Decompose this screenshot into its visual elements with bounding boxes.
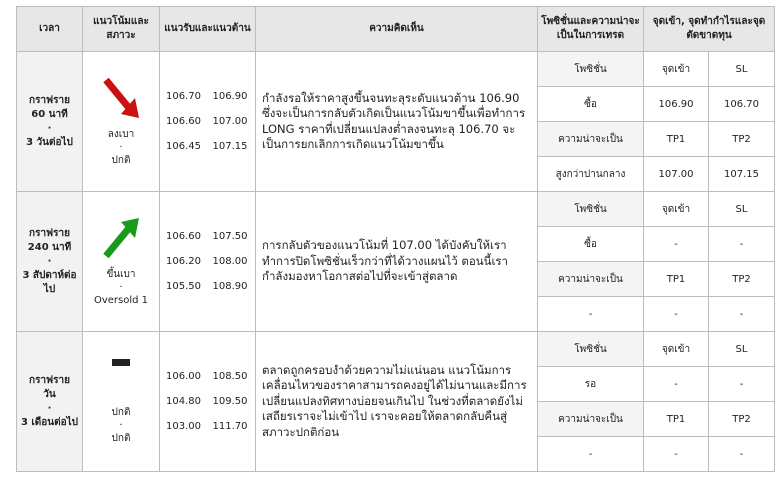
level-row: 106.60 107.50: [166, 230, 248, 242]
state-label: ปกติ: [111, 155, 131, 166]
header-position: โพซิชั่นและความน่าจะเป็นในการเทรด: [538, 7, 644, 52]
entry-value: -: [644, 367, 709, 402]
trend-cell: [83, 52, 160, 192]
position-value: ซื้อ: [538, 87, 644, 122]
trend-sep: ·: [119, 282, 123, 293]
period-sep: ·: [47, 122, 52, 134]
entry-value: -: [644, 227, 709, 262]
sl-label: SL: [709, 52, 775, 87]
tp1-label: TP1: [644, 122, 709, 157]
period-line1: กราฟราย: [29, 94, 70, 106]
tp1-value: 107.00: [644, 157, 709, 192]
trend-label: ลงเบา: [107, 129, 135, 140]
tp2-value: -: [709, 437, 775, 472]
entry-label: จุดเข้า: [644, 52, 709, 87]
forecast-table: [16, 6, 775, 472]
flat-dash-icon: [112, 359, 130, 366]
down-red-arrow-icon: [101, 76, 141, 120]
level-row: 105.50 108.90: [166, 280, 248, 292]
period-cell: [17, 52, 83, 192]
sl-value: -: [709, 367, 775, 402]
period-line3: 3 วันต่อไป: [26, 136, 73, 148]
period-line2: 60 นาที: [31, 108, 68, 120]
period-line2: วัน: [43, 388, 56, 400]
comment-cell: ตลาดถูกครอบงำด้วยความไม่แน่นอน แนวโน้มการเคลื่อนไหวของราคาสามารถคงอยู่ได้ไม่นานและมีการเปลี่ยนแปลงทิศทางบ่อยจนเกินไป ในช่วงที่ตลาดยังไม่เสถียรเราจะไม่เข้าไป เราจะคอยให้ตลาดกลับคืนสู่สภาวะปกติก่อน: [256, 332, 538, 472]
sl-label: SL: [709, 192, 775, 227]
position-label: โพซิชั่น: [538, 332, 644, 367]
trend-sep: ·: [119, 142, 123, 153]
period-sep: ·: [47, 255, 52, 267]
header-targets: จุดเข้า, จุดทำกำไรและจุดตัดขาดทุน: [644, 7, 775, 52]
level-row: 106.20 108.00: [166, 255, 248, 267]
period-line2: 240 นาที: [27, 241, 72, 253]
tp2-label: TP2: [709, 262, 775, 297]
probability-label: ความน่าจะเป็น: [538, 402, 644, 437]
level-row: 106.70 106.90: [166, 90, 248, 102]
probability-value: สูงกว่าปานกลาง: [538, 157, 644, 192]
trend-label: ขึ้นเบา: [106, 269, 136, 280]
tp1-value: -: [644, 437, 709, 472]
entry-label: จุดเข้า: [644, 192, 709, 227]
tp2-label: TP2: [709, 402, 775, 437]
header-row: [17, 7, 775, 52]
period-line1: กราฟราย: [29, 227, 70, 239]
entry-label: จุดเข้า: [644, 332, 709, 367]
probability-value: -: [538, 437, 644, 472]
sl-label: SL: [709, 332, 775, 367]
probability-label: ความน่าจะเป็น: [538, 122, 644, 157]
level-row: 106.60 107.00: [166, 115, 248, 127]
position-value: รอ: [538, 367, 644, 402]
trend-cell: [83, 192, 160, 332]
period-cell: [17, 192, 83, 332]
header-time: เวลา: [17, 7, 83, 52]
up-green-arrow-icon: [101, 216, 141, 260]
period-line3: 3 เดือนต่อไป: [20, 416, 79, 428]
comment-cell: การกลับตัวของแนวโน้มที่ 107.00 ได้บังคับให้เราทำการปิดโพซิชั่นเร็วกว่าที่ได้วางแผนไว้ ตอนนี้เรากำลังมองหาโอกาสต่อไปที่จะเข้าสู่ตลาด: [256, 192, 538, 332]
header-trend: แนวโน้มและสภาวะ: [83, 7, 160, 52]
header-comment: ความคิดเห็น: [256, 7, 538, 52]
levels-cell: [160, 52, 256, 192]
trend-sep: ·: [119, 419, 123, 431]
entry-value: 106.90: [644, 87, 709, 122]
probability-label: ความน่าจะเป็น: [538, 262, 644, 297]
tp1-value: -: [644, 297, 709, 332]
level-row: 106.00 108.50: [166, 370, 248, 382]
period-line3: 3 สัปดาห์ต่อไป: [22, 269, 77, 295]
tp2-label: TP2: [709, 122, 775, 157]
level-row: 106.45 107.15: [166, 140, 248, 152]
tp1-label: TP1: [644, 402, 709, 437]
probability-value: -: [538, 297, 644, 332]
level-row: 104.80 109.50: [166, 395, 248, 407]
tp2-value: 107.15: [709, 157, 775, 192]
position-label: โพซิชั่น: [538, 52, 644, 87]
tp1-label: TP1: [644, 262, 709, 297]
sl-value: -: [709, 227, 775, 262]
state-label: ปกติ: [111, 432, 131, 444]
trend-cell: [83, 332, 160, 472]
position-label: โพซิชั่น: [538, 192, 644, 227]
period-cell: [17, 332, 83, 472]
trend-label: ปกติ: [111, 406, 131, 418]
header-support-resistance: แนวรับและแนวต้าน: [160, 7, 256, 52]
state-label: Oversold 1: [93, 295, 149, 306]
levels-cell: [160, 332, 256, 472]
period-line1: กราฟราย: [29, 374, 70, 386]
position-value: ซื้อ: [538, 227, 644, 262]
period-sep: ·: [47, 402, 52, 414]
levels-cell: [160, 192, 256, 332]
level-row: 103.00 111.70: [166, 420, 248, 432]
comment-cell: กำลังรอให้ราคาสูงขึ้นจนทะลุระดับแนวต้าน 106.90 ซึ่งจะเป็นการกลับตัวเกิดเป็นแนวโน้มขาขึ้นเพื่อทำการ LONG ราคาที่เปลี่ยนแปลงต่ำลงจนทะลุ 106.70 จะเป็นการยกเลิกการเกิดแนวโน้มขาขึ้น: [256, 52, 538, 192]
tp2-value: -: [709, 297, 775, 332]
sl-value: 106.70: [709, 87, 775, 122]
